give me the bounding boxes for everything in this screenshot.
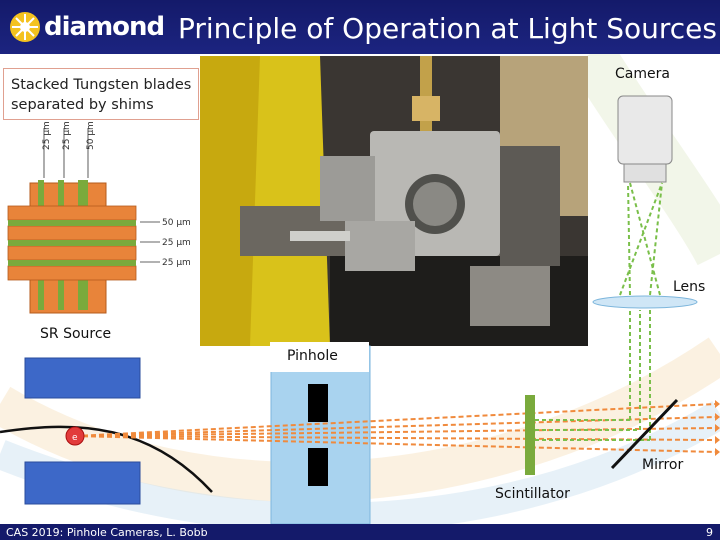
scintillator-label: Scintillator	[495, 486, 570, 502]
blade-dim-side-3: 25 µm	[162, 258, 191, 268]
electron-label: e	[72, 433, 78, 443]
page-number: 9	[706, 526, 713, 539]
magnet-lower	[25, 462, 140, 504]
blade-dim-side-2: 25 µm	[162, 238, 191, 248]
blade-dim-top-1: 25 µm	[42, 121, 52, 150]
footer-bar	[0, 524, 720, 540]
lens-shape	[593, 296, 697, 308]
slide-title: Principle of Operation at Light Sources	[178, 12, 717, 45]
blades-caption-box: Stacked Tungsten blades separated by shims	[3, 68, 199, 120]
camera-label: Camera	[615, 66, 670, 82]
pinhole-housing	[271, 346, 370, 524]
camera-body	[618, 96, 672, 164]
mirror-label: Mirror	[642, 457, 684, 473]
magnet-upper	[25, 358, 140, 398]
xray-beams	[75, 404, 715, 452]
blade-dim-top-2: 25 µm	[62, 121, 72, 150]
footer-citation: CAS 2019: Pinhole Cameras, L. Bobb	[6, 526, 208, 539]
scintillator-plate	[525, 395, 535, 475]
pinhole-lower-blade	[308, 448, 328, 486]
blade-dim-top-3: 50 µm	[86, 121, 96, 150]
lens-label: Lens	[673, 279, 706, 295]
logo-text: diamond	[44, 12, 165, 42]
pinhole-label: Pinhole	[270, 342, 369, 372]
visible-light-beams	[535, 183, 662, 440]
blade-dim-side-1: 50 µm	[162, 218, 191, 228]
camera-lens-mount	[624, 164, 666, 182]
sr-source-label: SR Source	[40, 326, 112, 342]
pinhole-upper-blade	[308, 384, 328, 422]
